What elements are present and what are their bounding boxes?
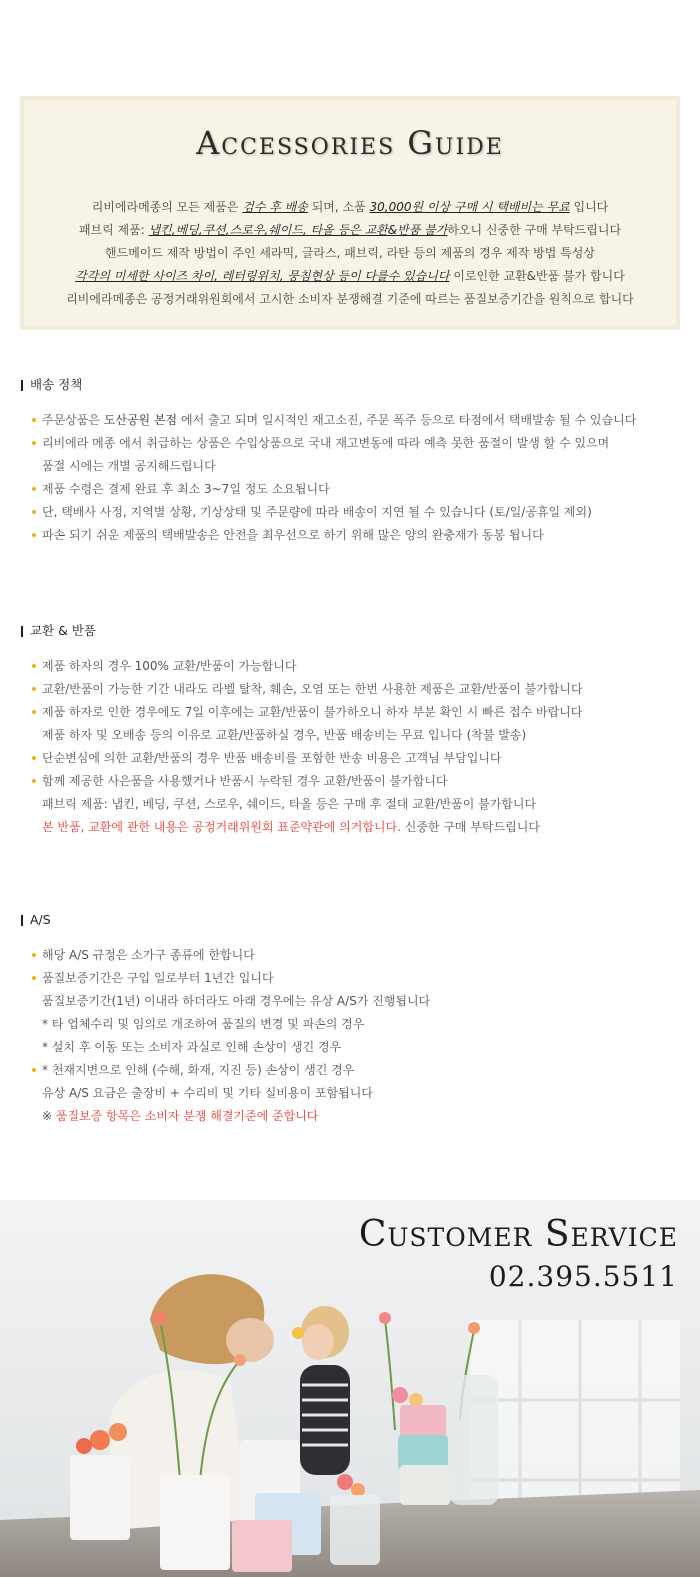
guide-text-span: 리비에라메종의 모든 제품은 xyxy=(91,200,243,214)
item-text-strong: 도산공원 본점 xyxy=(103,413,178,427)
bullet-icon xyxy=(32,441,36,445)
list-item xyxy=(20,1059,680,1082)
heading-bar xyxy=(21,915,23,926)
as-section xyxy=(20,912,680,1128)
customer-service-title: Customer Service xyxy=(358,1214,678,1255)
list-item-continued xyxy=(20,1082,680,1105)
item-text: 단, 택배사 사정, 지역별 상황, 기상상태 및 주문량에 따라 배송이 지연 될 수 있습니다 (토/일/공휴일 제외) xyxy=(42,505,592,519)
list-item-continued xyxy=(20,1013,680,1036)
bullet-icon xyxy=(32,953,36,957)
item-text: 제품 하자의 경우 100% 교환/반품이 가능합니다 xyxy=(42,659,297,673)
item-text: 에서 출고 되며 일시적인 재고소진, 주문 폭주 등으로 타점에서 택배발송 될 수 있습니다 xyxy=(177,413,637,427)
bullet-icon xyxy=(32,1068,36,1072)
guide-text-span: 입니다 xyxy=(569,200,609,214)
item-text: * 타 업체수리 및 임의로 개조하여 품질의 변경 및 파손의 경우 xyxy=(42,1017,365,1031)
customer-service-banner xyxy=(0,1200,700,1577)
list-item xyxy=(20,747,680,770)
guide-text-span: 하오니 신중한 구매 부탁드립니다 xyxy=(447,223,622,237)
list-item xyxy=(20,655,680,678)
list-item xyxy=(20,432,680,455)
guide-line xyxy=(24,265,676,288)
list-item-continued xyxy=(20,1036,680,1059)
guide-line: 핸드메이드 제작 방법이 주인 세라믹, 글라스, 패브릭, 라탄 등의 제품의 경우 제작 방법 특성상 xyxy=(105,246,595,260)
item-text: 교환/반품이 가능한 기간 내라도 라벨 탈착, 훼손, 오염 또는 한번 사용한 제품은 교환/반품이 불가합니다 xyxy=(42,682,583,696)
item-text: 품질보증기간(1년) 이내라 하더라도 아래 경우에는 유상 A/S가 진행됩니다 xyxy=(42,994,431,1008)
bullet-icon xyxy=(32,664,36,668)
bullet-icon xyxy=(32,418,36,422)
as-list xyxy=(20,944,680,1128)
item-text: 리비에라 메종 에서 취급하는 상품은 수입상품으로 국내 재고변동에 따라 예측 못한 품절이 발생 할 수 있으며 xyxy=(42,436,610,450)
item-text: * 설치 후 이동 또는 소비자 과실로 인해 손상이 생긴 경우 xyxy=(42,1040,342,1054)
bullet-icon xyxy=(32,510,36,514)
item-text: 함께 제공한 사은품을 사용했거나 반품시 누락된 경우 교환/반품이 불가합니다 xyxy=(42,774,448,788)
returns-section xyxy=(20,623,680,839)
accessories-guide-box xyxy=(20,96,680,330)
shipping-list xyxy=(20,409,680,547)
bullet-icon xyxy=(32,533,36,537)
list-item-continued xyxy=(20,455,680,478)
list-item-continued xyxy=(20,990,680,1013)
bullet-icon xyxy=(32,976,36,980)
heading-bar xyxy=(21,380,23,391)
item-text: 제품 하자 및 오배송 등의 이유로 교환/반품하실 경우, 반품 배송비는 무료 입니다 (착불 발송) xyxy=(42,728,527,742)
list-item xyxy=(20,501,680,524)
section-title: 배송 정책 xyxy=(30,377,83,392)
item-text: * 천재지변으로 인해 (수해, 화재, 지진 등) 손상이 생긴 경우 xyxy=(42,1063,355,1077)
item-text: 파손 되기 쉬운 제품의 택배발송은 안전을 최우선으로 하기 위해 많은 양의 완충재가 동봉 됩니다 xyxy=(42,528,544,542)
guide-title: Accessories Guide xyxy=(196,124,504,162)
list-item xyxy=(20,678,680,701)
bullet-icon xyxy=(32,710,36,714)
list-item-continued xyxy=(20,724,680,747)
list-item xyxy=(20,944,680,967)
item-text: 해당 A/S 규정은 소가구 종류에 한합니다 xyxy=(42,948,255,962)
item-text: 품절 시에는 개별 공지해드립니다 xyxy=(42,459,216,473)
bullet-icon xyxy=(32,779,36,783)
item-text: 주문상품은 xyxy=(42,413,104,427)
guide-text-span: 이로인한 교환&반품 불가 합니다 xyxy=(449,269,625,283)
heading-bar xyxy=(21,626,23,637)
returns-list xyxy=(20,655,680,839)
guide-text xyxy=(24,196,676,311)
shipping-section xyxy=(20,377,680,547)
list-item xyxy=(20,770,680,793)
guide-line xyxy=(24,219,676,242)
guide-emphasis: 각각의 미세한 사이즈 차이, 레터링위치, 뭉침현상 등이 다를수 있습니다 xyxy=(75,269,450,283)
item-text: 단순변심에 의한 교환/반품의 경우 반품 배송비를 포함한 반송 비용은 고객님 부담입니다 xyxy=(42,751,502,765)
bullet-icon xyxy=(32,756,36,760)
item-text: 신중한 구매 부탁드립니다 xyxy=(400,820,540,834)
list-item xyxy=(20,701,680,724)
guide-text-span: 되며, 소품 xyxy=(307,200,370,214)
customer-service-phone[interactable]: 02.395.5511 xyxy=(488,1260,678,1293)
item-text: 유상 A/S 요금은 출장비 + 수리비 및 기타 실비용이 포함됩니다 xyxy=(42,1086,373,1100)
bullet-icon xyxy=(32,487,36,491)
banner-photo xyxy=(0,1200,700,1577)
note-mark: ※ xyxy=(42,1109,56,1123)
guide-line: 리비에라메종은 공정거래위원회에서 고시한 소비자 분쟁해결 기준에 따르는 품질보증기간을 원칙으로 합니다 xyxy=(66,292,634,306)
section-title: 교환 & 반품 xyxy=(30,623,96,638)
guide-emphasis: 30,000원 이상 구매 시 택배비는 무료 xyxy=(369,200,570,214)
list-item xyxy=(20,409,680,432)
section-heading xyxy=(20,377,680,393)
warning-text: 품질보증 항목은 소비자 분쟁 해결기준에 준합니다 xyxy=(55,1109,319,1123)
bullet-icon xyxy=(32,687,36,691)
list-item xyxy=(20,524,680,547)
warning-text: 본 반품, 교환에 관한 내용은 공정거래위원회 표준약관에 의거합니다. xyxy=(42,820,401,834)
item-text: 제품 하자로 인한 경우에도 7일 이후에는 교환/반품이 불가하오니 하자 부분 확인 시 빠른 접수 바랍니다 xyxy=(42,705,583,719)
section-heading xyxy=(20,623,680,639)
list-item xyxy=(20,478,680,501)
guide-text-span: 패브릭 제품: xyxy=(78,223,149,237)
item-text: 제품 수령은 결제 완료 후 최소 3~7일 정도 소요됩니다 xyxy=(42,482,330,496)
guide-line xyxy=(24,196,676,219)
section-heading xyxy=(20,912,680,928)
guide-emphasis: 검수 후 배송 xyxy=(242,200,308,214)
list-item xyxy=(20,967,680,990)
list-item-continued xyxy=(20,793,680,816)
as-notice xyxy=(20,1105,680,1128)
girl-figure xyxy=(300,1306,350,1475)
guide-emphasis: 냅킨,베딩,쿠션,스로우,쉐이드, 타올 등은 교환&반품 불가 xyxy=(148,223,448,237)
returns-notice xyxy=(20,816,680,839)
item-text: 품질보증기간은 구입 일로부터 1년간 입니다 xyxy=(42,971,274,985)
item-text: 패브릭 제품: 냅킨, 베딩, 쿠션, 스로우, 쉐이드, 타올 등은 구매 후 절대 교환/반품이 불가합니다 xyxy=(42,797,537,811)
section-title: A/S xyxy=(30,912,51,927)
